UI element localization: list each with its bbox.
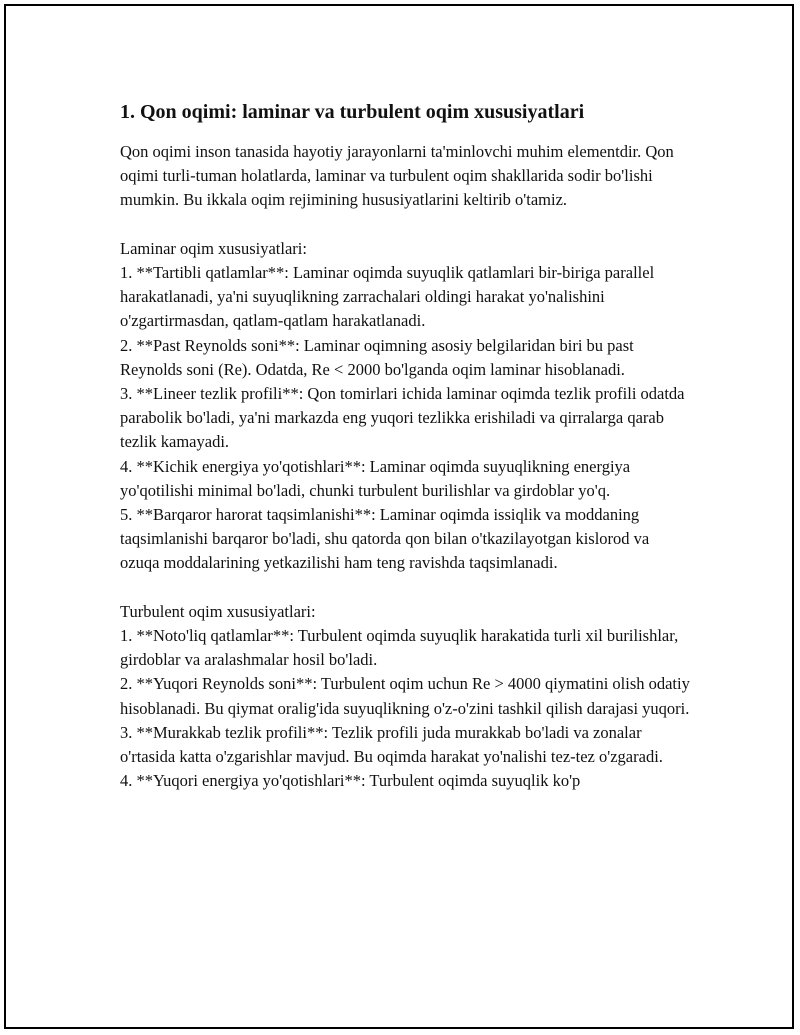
document-page [4, 4, 794, 1029]
laminar-item: 1. **Tartibli qatlamlar**: Laminar oqimda suyuqlik qatlamlari bir-biriga parallel harakatlanadi, ya'ni suyuqlikning zarrachalari oldingi harakat yo'nalishini o'zgartirmasdan, qatlam-qatlam harakatlanadi. [120, 263, 655, 331]
laminar-item: 2. **Past Reynolds soni**: Laminar oqimning asosiy belgilaridan biri bu past Reynolds soni (Re). Odatda, Re < 2000 bo'lganda oqim laminar hisoblanadi. [120, 335, 634, 379]
paragraph-spacer [120, 576, 692, 600]
document-content [120, 98, 692, 793]
turbulent-item: 1. **Noto'liq qatlamlar**: Turbulent oqimda suyuqlik harakatida turli xil burilishlar, girdoblar va aralashmalar hosil bo'ladi. [120, 626, 679, 670]
paragraph-spacer [120, 213, 692, 237]
laminar-item: 5. **Barqaror harorat taqsimlanishi**: Laminar oqimda issiqlik va moddaning taqsimlanishi barqaror bo'ladi, shu qatorda qon bilan o'tkazilayotgan kislorod va ozuqa moddalarining yetkazilishi ham teng ravishda taqsimlanadi. [120, 505, 650, 573]
turbulent-heading: Turbulent oqim xususiyatlari: [120, 601, 316, 621]
document-title: 1. Qon oqimi: laminar va turbulent oqim xususiyatlari [120, 101, 585, 123]
turbulent-section [120, 600, 692, 794]
laminar-heading: Laminar oqim xususiyatlari: [120, 238, 307, 258]
laminar-item: 3. **Lineer tezlik profili**: Qon tomirlari ichida laminar oqimda tezlik profili odatda parabolik bo'ladi, ya'ni markazda eng yuqori tezlikka erishiladi va qirralarga qarab tezlik kamayadi. [120, 384, 685, 452]
turbulent-item: 2. **Yuqori Reynolds soni**: Turbulent oqim uchun Re > 4000 qiymatini olish odatiy hisoblanadi. Bu qiymat oralig'ida suyuqlikning o'z-o'zini tashkil qilish darajasi yuqori. [120, 674, 690, 718]
laminar-item: 4. **Kichik energiya yo'qotishlari**: Laminar oqimda suyuqlikning energiya yo'qotilishi minimal bo'ladi, chunki turbulent burilishlar va girdoblar yo'q. [120, 456, 631, 500]
intro-paragraph: Qon oqimi inson tanasida hayotiy jarayonlarni ta'minlovchi muhim elementdir. Qon oqimi turli-tuman holatlarda, laminar va turbulent oqim shakllarida sodir bo'lishi mumkin. Bu ikkala oqim rejimining hususiyatlarini keltirib o'tamiz. [120, 142, 674, 210]
turbulent-item: 4. **Yuqori energiya yo'qotishlari**: Turbulent oqimda suyuqlik ko'p [120, 771, 581, 791]
laminar-section [120, 237, 692, 576]
turbulent-item: 3. **Murakkab tezlik profili**: Tezlik profili juda murakkab bo'ladi va zonalar o'rtasida katta o'zgarishlar mavjud. Bu oqimda harakat yo'nalishi tez-tez o'zgaradi. [120, 722, 663, 767]
